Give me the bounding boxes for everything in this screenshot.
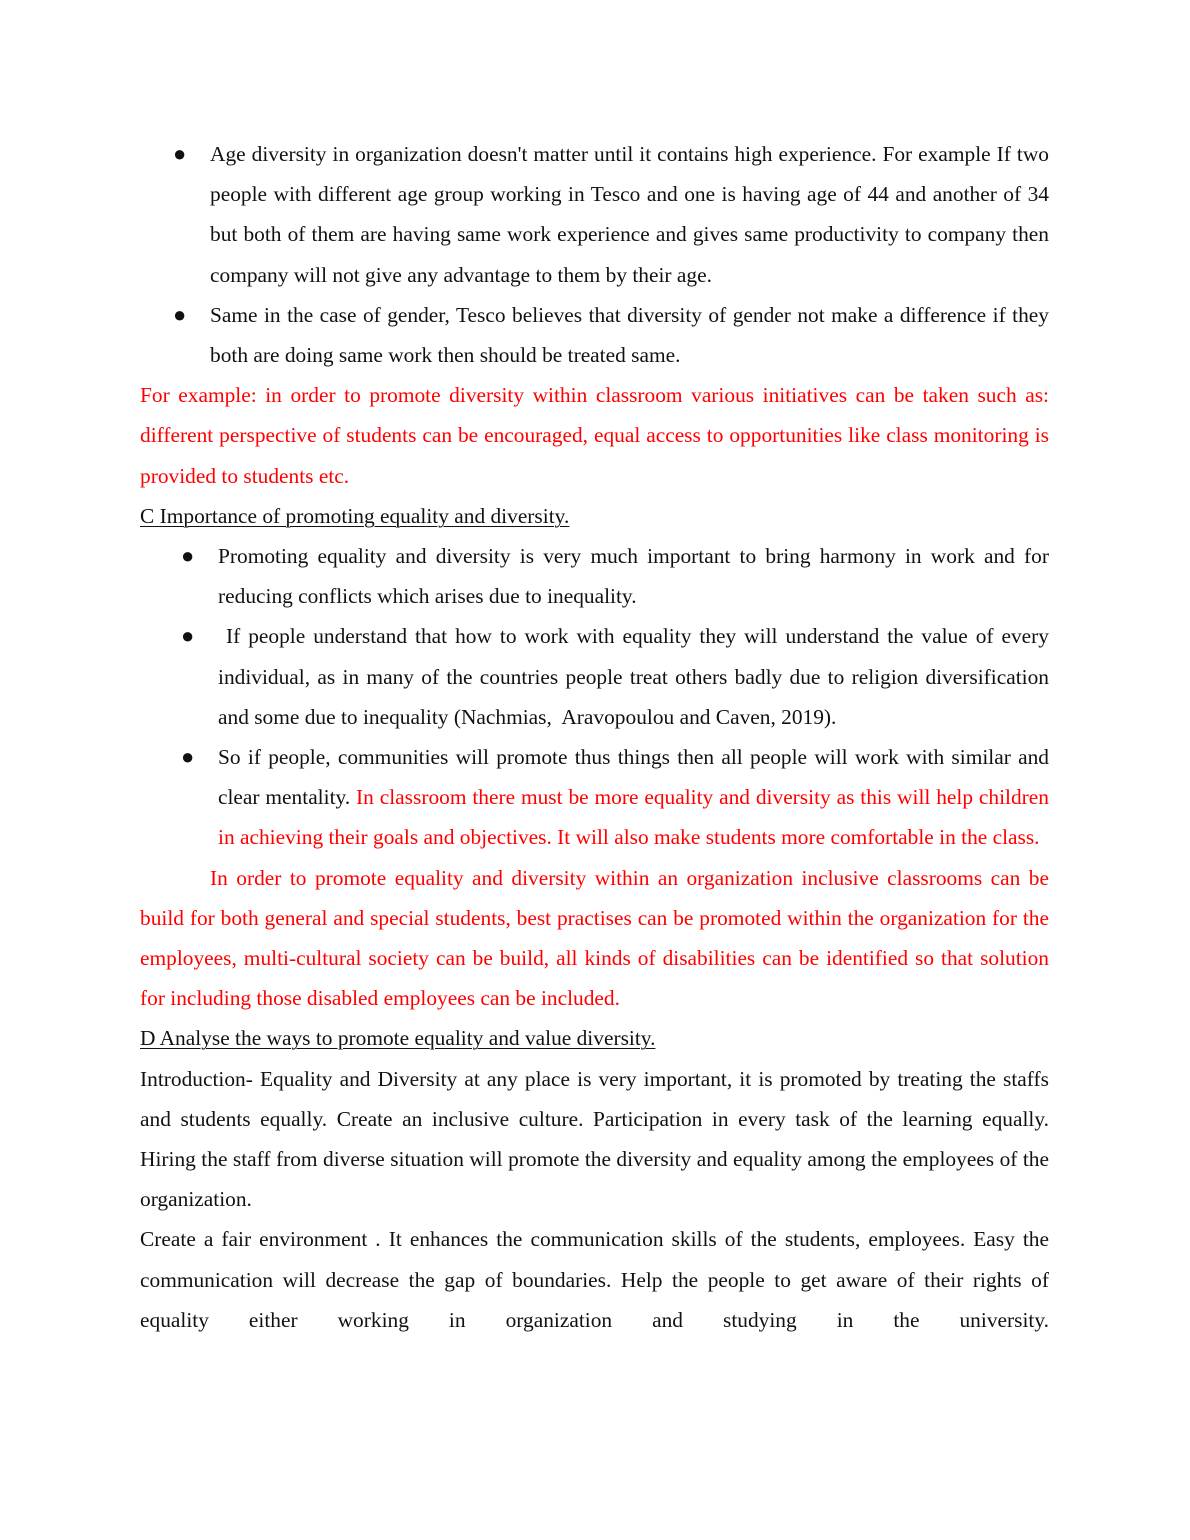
section-d-heading: D Analyse the ways to promote equality and value diversity. <box>140 1026 656 1051</box>
section-d-heading-line <box>140 1018 1049 1058</box>
bullet-text: Age diversity in organization doesn't matter until it contains high experience. For example If two people with different age group working in Tesco and one is having age of 44 and another of 34 but both of them are having same work experience and gives same productivity to company then company will not give any advantage to them by their age. <box>210 142 1049 287</box>
list-item <box>140 536 1049 616</box>
bullet-icon: ● <box>181 744 195 770</box>
fair-environment-paragraph: Create a fair environment . It enhances the communication skills of the students, employees. Easy the communication will decrease the gap of boundaries. Help the people to get aware of their rights of equality either working in organization and studying in the university. <box>140 1227 1049 1332</box>
bullet-icon: ● <box>181 623 195 649</box>
list-item <box>140 616 1055 737</box>
bullet-text: Promoting equality and diversity is very much important to bring harmony in work and for reducing conflicts which arises due to inequality. <box>218 544 1049 609</box>
document-page <box>140 134 1055 1340</box>
bullet-text-highlight: In classroom there must be more equality and diversity as this will help children in achieving their goals and objectives. It will also make students more comfortable in the class. <box>218 785 1049 850</box>
list-item <box>140 737 1049 858</box>
bullet-text: So if people, communities will promote thus things then all people will work with similar and clear mentality. <box>218 745 1049 810</box>
bullet-text: If people understand that how to work with equality they will understand the value of every individual, as in many of the countries people treat others badly due to religion diversification and some due to inequality (Nachmias, Aravopoulou and Caven, 2019). <box>218 624 1055 729</box>
classroom-example-paragraph: For example: in order to promote diversity within classroom various initiatives can be taken such as: different perspective of students can be encouraged, equal access to opportunities like class monitoring is provided to students etc. <box>140 383 1049 488</box>
section-c-heading-line <box>140 496 1049 536</box>
bullet-icon: ● <box>173 301 187 327</box>
section-b-bullet-list <box>140 134 1049 375</box>
inclusive-classrooms-paragraph: In order to promote equality and diversity within an organization inclusive classrooms can be build for both general and special students, best practises can be promoted within the organization for the employees, multi-cultural society can be build, all kinds of disabilities can be identified so that solution for including those disabled employees can be included. <box>140 865 1049 1011</box>
section-c-bullet-list <box>140 536 1055 858</box>
introduction-paragraph: Introduction- Equality and Diversity at any place is very important, it is promoted by treating the staffs and students equally. Create an inclusive culture. Participation in every task of the learning equally. Hiring the staff from diverse situation will promote the diversity and equality among the employees of the organization. <box>140 1066 1049 1212</box>
section-c-heading: C Importance of promoting equality and diversity. <box>140 503 570 528</box>
bullet-icon: ● <box>181 543 195 569</box>
bullet-text: Same in the case of gender, Tesco believes that diversity of gender not make a difference if they both are doing same work then should be treated same. <box>210 302 1049 368</box>
list-item <box>140 295 1049 375</box>
bullet-icon: ● <box>173 141 187 166</box>
list-item <box>140 134 1049 295</box>
